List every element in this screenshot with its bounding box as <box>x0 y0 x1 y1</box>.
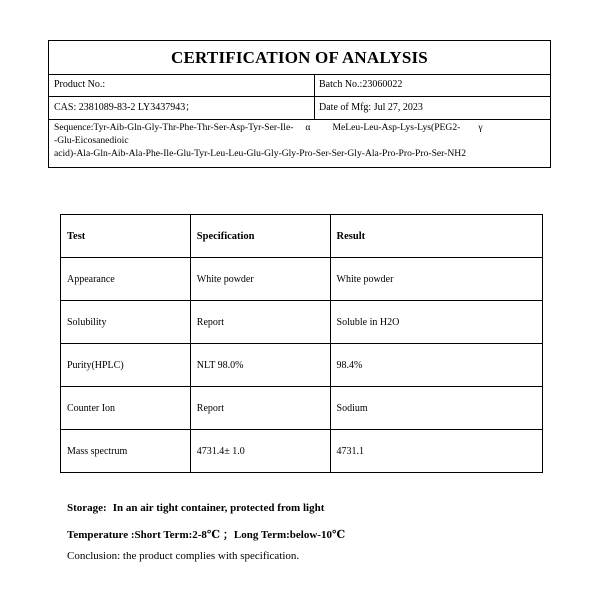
date-of-mfg: Date of Mfg: Jul 27, 2023 <box>319 102 423 113</box>
sequence-block <box>49 120 550 160</box>
test-name: Mass spectrum <box>61 430 191 473</box>
table-header-row <box>61 215 543 258</box>
table-row <box>61 387 543 430</box>
gamma-symbol: γ <box>478 122 483 133</box>
test-specification: 4731.4± 1.0 <box>190 430 330 473</box>
table-row <box>61 430 543 473</box>
sequence-line-1 <box>54 121 546 134</box>
test-result: White powder <box>330 258 542 301</box>
header-test: Test <box>61 215 191 258</box>
sequence-part-1: Sequence:Tyr-Aib-Gln-Gly-Thr-Phe-Thr-Ser-Asp-Tyr-Ser-Ile- <box>54 122 294 133</box>
temperature-line: Temperature :Short Term:2-8℃ ；Long Term:below-10℃ <box>67 529 346 541</box>
batch-number: Batch No.:23060022 <box>319 79 403 90</box>
table-row <box>61 344 543 387</box>
test-name: Counter Ion <box>61 387 191 430</box>
table-row <box>61 258 543 301</box>
header-row-cas <box>49 97 550 120</box>
analysis-results-table <box>60 214 543 473</box>
conclusion-line: Conclusion: the product complies with specification. <box>67 550 300 562</box>
product-number: Product No.: <box>49 74 315 96</box>
cas-number: CAS: 2381089-83-2 LY3437943； <box>49 97 315 119</box>
header-result: Result <box>330 215 542 258</box>
test-result: 98.4% <box>330 344 542 387</box>
certificate-header <box>48 40 551 168</box>
storage-label: Storage: <box>67 502 107 514</box>
document-title: CERTIFICATION OF ANALYSIS <box>49 41 550 75</box>
test-specification: White powder <box>190 258 330 301</box>
header-specification: Specification <box>190 215 330 258</box>
storage-line <box>67 502 324 514</box>
storage-value: In an air tight container, protected from light <box>112 502 325 514</box>
test-result: Sodium <box>330 387 542 430</box>
sequence-part-2: MeLeu-Leu-Asp-Lys-Lys(PEG2- <box>332 122 461 133</box>
sequence-line-2: -Glu-Eicosanedioic <box>54 135 129 146</box>
test-specification: Report <box>190 387 330 430</box>
test-specification: Report <box>190 301 330 344</box>
sequence-line-3: acid)-Ala-Gln-Aib-Ala-Phe-Ile-Glu-Tyr-Leu-Leu-Glu-Gly-Gly-Pro-Ser-Ser-Gly-Ala-Pro-Pro-Pro-Ser-NH2 <box>54 148 467 159</box>
test-name: Solubility <box>61 301 191 344</box>
test-specification: NLT 98.0% <box>190 344 330 387</box>
table-row <box>61 301 543 344</box>
test-result: 4731.1 <box>330 430 542 473</box>
test-name: Appearance <box>61 258 191 301</box>
header-row-product <box>49 74 550 97</box>
alpha-symbol: α <box>305 122 311 133</box>
test-name: Purity(HPLC) <box>61 344 191 387</box>
test-result: Soluble in H2O <box>330 301 542 344</box>
